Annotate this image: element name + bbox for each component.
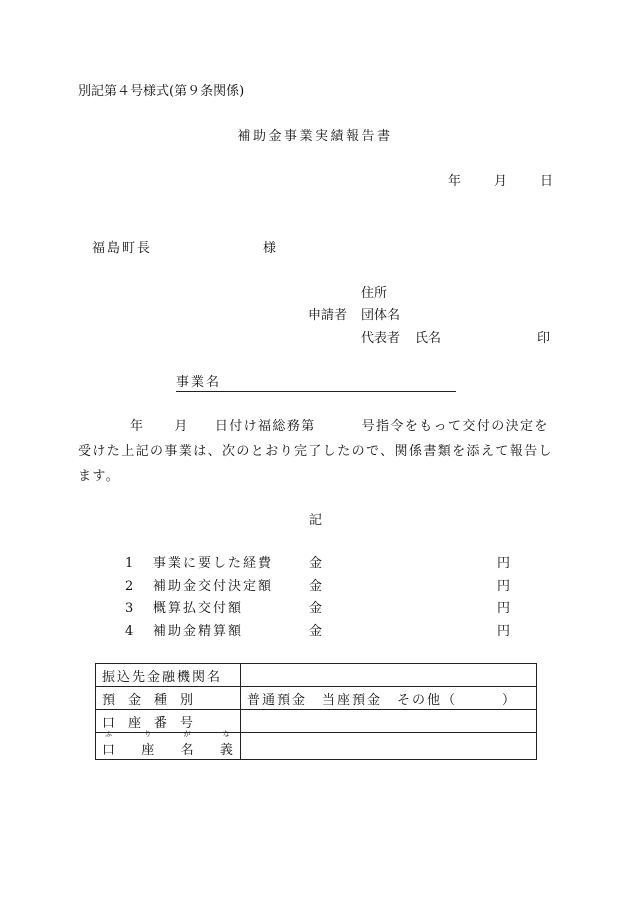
institution-label: 振込先金融機関名	[96, 664, 241, 687]
item-yen: 円	[497, 579, 511, 594]
account-number-field[interactable]	[241, 710, 537, 733]
account-name-label	[96, 729, 241, 760]
deposit-options[interactable]: 普通預金 当座預金 その他（ ）	[241, 687, 537, 710]
document-title: 補助金事業実績報告書	[237, 129, 393, 144]
date-month: 月	[494, 174, 508, 189]
list-item	[0, 625, 630, 641]
item-kin: 金	[309, 601, 323, 616]
addressee-name: 福島町長	[92, 241, 153, 256]
body-year: 年	[130, 419, 145, 434]
bank-account-table	[95, 663, 537, 760]
item-number: 2	[125, 579, 134, 594]
list-item	[0, 557, 630, 573]
table-row	[96, 664, 537, 687]
name-label: 氏名	[415, 331, 442, 346]
item-kin: 金	[309, 624, 323, 639]
date-year: 年	[448, 174, 462, 189]
item-label: 事業に要した経費	[153, 556, 274, 571]
body-date-part: 日付け福総務第	[214, 419, 316, 434]
list-item	[0, 602, 630, 618]
item-number: 3	[125, 601, 134, 616]
table-row	[96, 710, 537, 733]
item-kin: 金	[309, 579, 323, 594]
body-month: 月	[174, 419, 189, 434]
item-label: 補助金交付決定額	[153, 579, 274, 594]
body-order-part: 号指令をもって交付の決定を受けた上記の事業は、次のとおり完了したので、関係書類を添えて報告します。	[78, 419, 553, 484]
deposit-type-label: 預 金 種 別	[96, 687, 241, 710]
ki-heading: 記	[309, 513, 323, 528]
applicant-label: 申請者	[308, 308, 348, 323]
table-row	[96, 733, 537, 760]
representative-label: 代表者	[361, 331, 401, 346]
ruby-text: り	[144, 729, 152, 738]
item-label: 概算払交付額	[153, 601, 244, 616]
seal-mark: 印	[537, 331, 551, 346]
account-name-char: 義	[219, 742, 233, 758]
project-name-underline	[176, 391, 456, 392]
ruby-text: が	[183, 729, 191, 738]
item-yen: 円	[497, 624, 511, 639]
ruby-text: ふ	[105, 729, 112, 738]
list-item	[0, 580, 630, 596]
item-number: 4	[125, 624, 134, 639]
project-name-label: 事業名	[176, 375, 222, 390]
ruby-text: な	[222, 729, 230, 738]
form-number: 別記第４号様式(第９条関係)	[78, 84, 245, 99]
date-day: 日	[540, 174, 554, 189]
account-name-char: 座	[141, 742, 155, 758]
item-yen: 円	[497, 601, 511, 616]
item-number: 1	[125, 556, 134, 571]
institution-field[interactable]	[241, 664, 537, 687]
account-name-field[interactable]	[241, 733, 537, 760]
account-name-char: 口	[102, 742, 116, 758]
group-name-label: 団体名	[361, 308, 401, 323]
item-label: 補助金精算額	[153, 624, 244, 639]
account-number-label: 口 座 番 号	[96, 710, 241, 733]
table-row	[96, 687, 537, 710]
item-yen: 円	[497, 556, 511, 571]
addressee-honorific: 様	[263, 241, 277, 256]
report-body	[78, 414, 558, 489]
account-name-char: 名	[180, 742, 194, 758]
item-kin: 金	[309, 556, 323, 571]
address-label: 住所	[361, 286, 388, 301]
